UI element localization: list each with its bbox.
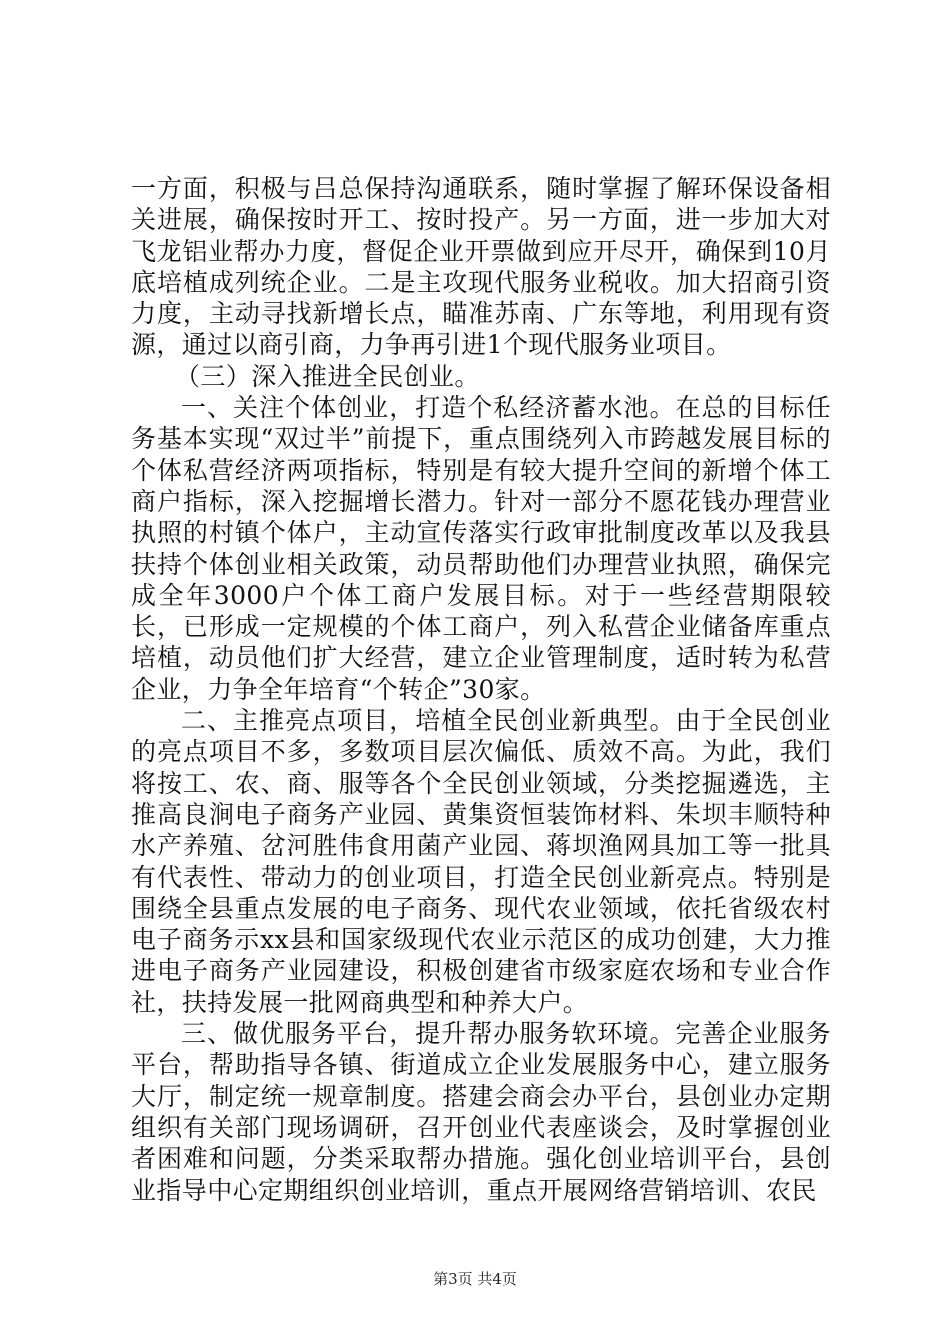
page-number-footer: 第3页 共4页: [433, 1270, 517, 1288]
paragraph-service-platform: 三、做优服务平台，提升帮办服务软环境。完善企业服务平台，帮助指导各镇、街道成立企业发展服务中心，建立服务大厅，制定统一规章制度。搭建会商会办平台，县创业办定期组织有关部门现场调研，召开创业代表座谈会，及时掌握创业者困难和问题，分类采取帮办措施。强化创业培训平台，县创业指导中心定期组织创业培训，重点开展网络营销培训、农民: [131, 1019, 831, 1205]
paragraph-continuation: 一方面，积极与吕总保持沟通联系，随时掌握了解环保设备相关进展，确保按时开工、按时投产。另一方面，进一步加大对飞龙铝业帮办力度，督促企业开票做到应开尽开，确保到10月底培植成列统企业。二是主攻现代服务业税收。加大招商引资力度，主动寻找新增长点，瞄准苏南、广东等地，利用现有资源，通过以商引商，力争再引进1个现代服务业项目。: [131, 174, 831, 360]
paragraph-individual-entrepreneurship: 一、关注个体创业，打造个私经济蓄水池。在总的目标任务基本实现“双过半”前提下，重点围绕列入市跨越发展目标的个体私营经济两项指标，特别是有较大提升空间的新增个体工商户指标，深入挖掘增长潜力。针对一部分不愿花钱办理营业执照的村镇个体户，主动宣传落实行政审批制度改革以及我县扶持个体创业相关政策，动员帮助他们办理营业执照，确保完成全年3000户个体工商户发展目标。对于一些经营期限较长，已形成一定规模的个体工商户，列入私营企业储备库重点培植，动员他们扩大经营，建立企业管理制度，适时转为私营企业，力争全年培育“个转企”30家。: [131, 393, 831, 704]
document-body: [131, 173, 831, 1206]
paragraph-highlight-projects: 二、主推亮点项目，培植全民创业新典型。由于全民创业的亮点项目不多，多数项目层次偏低、质效不高。为此，我们将按工、农、商、服等各个全民创业领域，分类挖掘遴选，主推高良涧电子商务产业园、黄集资恒装饰材料、朱坝丰顺特种水产养殖、岔河胜伟食用菌产业园、蒋坝渔网具加工等一批具有代表性、带动力的创业项目，打造全民创业新亮点。特别是围绕全县重点发展的电子商务、现代农业领域，依托省级农村电子商务示xx县和国家级现代农业示范区的成功创建，大力推进电子商务产业园建设，积极创建省市级家庭农场和专业合作社，扶持发展一批网商典型和种养大户。: [131, 706, 831, 1017]
section-heading: （三）深入推进全民创业。: [175, 361, 480, 391]
